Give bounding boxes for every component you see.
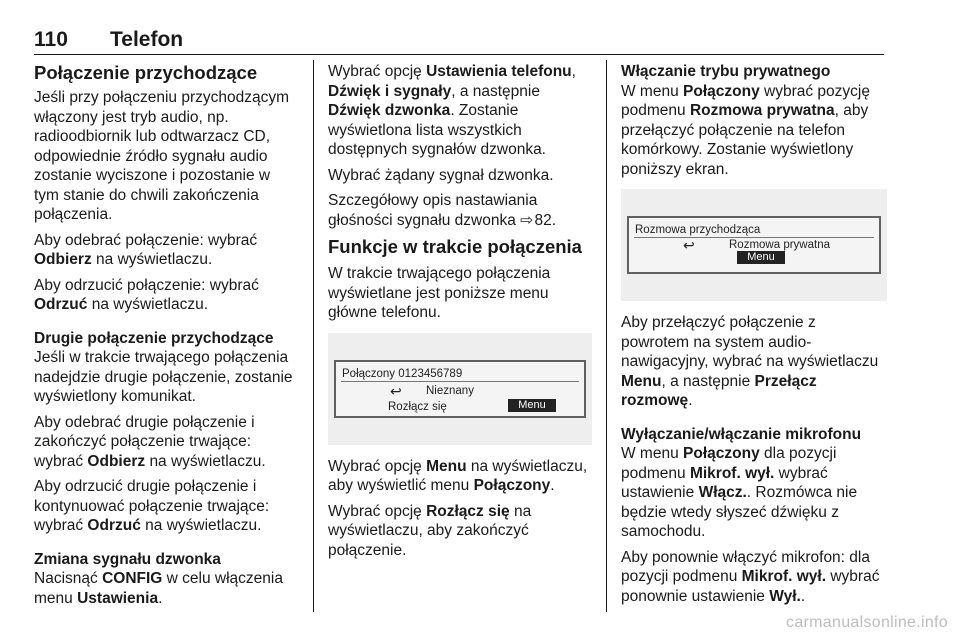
display-screenshot-incoming bbox=[621, 189, 887, 301]
paragraph: Aby odrzucić połączenie: wybrać Odrzuć na wyświetlaczu. bbox=[34, 276, 259, 313]
paragraph: Nacisnąć CONFIG w celu włączenia menu Ustawienia. bbox=[34, 570, 283, 607]
paragraph: Aby przełączyć połączenie z powrotem na system audio-nawigacyjny, wybrać na wyświetlaczu Menu, a następnie Przełącz rozmowę. bbox=[621, 314, 879, 409]
paragraph: Aby odrzucić drugie połączenie i kontynuować połączenie trwające: wybrać Odrzuć na wyświetlaczu. bbox=[34, 478, 270, 534]
subsection-title: Drugie połączenie przychodzące bbox=[34, 329, 274, 347]
screen-option-unknown: Nieznany bbox=[426, 384, 474, 397]
display-screen bbox=[627, 216, 881, 274]
page-section-title: Telefon bbox=[110, 28, 184, 51]
paragraph: W menu Połączony wybrać pozycję podmenu Rozmowa prywatna, aby przełączyć połączenie na telefon komórkowy. Zostanie wyświetlony poniższy ekran. bbox=[621, 82, 870, 178]
subsection-title: Włączanie trybu prywatnego bbox=[621, 63, 831, 80]
return-arrow-icon: ↩ bbox=[390, 382, 402, 399]
page-number: 110 bbox=[34, 28, 68, 51]
paragraph: Aby ponownie włączyć mikrofon: dla pozycji podmenu Mikrof. wył. wybrać ponownie ustawienie Wył.. bbox=[621, 548, 880, 605]
paragraph: W trakcie trwającego połączenia wyświetlane jest poniższe menu główne telefonu. bbox=[328, 265, 551, 321]
subsection-title: Wyłączanie/włączanie mikrofonu bbox=[621, 425, 862, 443]
paragraph: Wybrać opcję Rozłącz się na wyświetlaczu, aby zakończyć połączenie. bbox=[328, 502, 532, 559]
column-3 bbox=[621, 62, 887, 612]
page-reference-icon: ⇨ bbox=[520, 211, 534, 229]
watermark: carmanualsonline.info bbox=[786, 614, 948, 631]
screen-title: Połączony 0123456789 bbox=[342, 367, 463, 380]
paragraph: Jeśli przy połączeniu przychodzącym włączony jest tryb audio, np. radioodbiornik lub odtwarzacz CD, odpowiednie źródło sygnału audio zostanie wyciszone i pozostanie w tym stanie do chwili zakończenia połączenia. bbox=[34, 89, 289, 223]
page-header bbox=[34, 28, 884, 54]
paragraph: Szczegółowy opis nastawiania głośności sygnału dzwonka ⇨ 82. bbox=[328, 192, 557, 229]
header-divider bbox=[34, 54, 884, 55]
screen-menu-button: Menu bbox=[737, 251, 785, 264]
paragraph: Wybrać opcję Ustawienia telefonu, Dźwięk i sygnały, a następnie Dźwięk dzwonka. Zostanie wyświetlona lista wszystkich dostępnych sygnałów dzwonka. bbox=[328, 63, 576, 158]
column-divider bbox=[606, 60, 607, 612]
paragraph: Jeśli w trakcie trwającego połączenia nadejdzie drugie połączenie, zostanie wyświetlony komunikat. bbox=[34, 349, 293, 405]
section-title: Funkcje w trakcie połączenia bbox=[328, 236, 582, 257]
screen-option-hang-up: Rozłącz się bbox=[388, 400, 447, 413]
column-1 bbox=[34, 62, 296, 614]
paragraph: Aby odebrać drugie połączenie i zakończyć połączenie trwające: wybrać Odbierz na wyświetlaczu. bbox=[34, 413, 266, 470]
display-screenshot-connected bbox=[328, 333, 592, 445]
section-title: Połączenie przychodzące bbox=[34, 62, 258, 83]
paragraph: W menu Połączony dla pozycji podmenu Mikrof. wył. wybrać ustawienie Włącz.. Rozmówca nie będzie wtedy słyszeć dźwięku z samochodu. bbox=[621, 445, 858, 540]
screen-option-private-call: Rozmowa prywatna bbox=[729, 239, 830, 251]
column-2 bbox=[328, 62, 592, 566]
display-screen bbox=[334, 360, 586, 418]
column-divider bbox=[313, 60, 314, 612]
screen-menu-button: Menu bbox=[508, 399, 556, 412]
return-arrow-icon: ↩ bbox=[683, 237, 695, 253]
subsection-title: Zmiana sygnału dzwonka bbox=[34, 550, 221, 568]
paragraph: Aby odebrać połączenie: wybrać Odbierz na wyświetlaczu. bbox=[34, 231, 258, 268]
paragraph: Wybrać opcję Menu na wyświetlaczu, aby wyświetlić menu Połączony. bbox=[328, 457, 588, 494]
screen-title: Rozmowa przychodząca bbox=[635, 224, 761, 236]
paragraph: Wybrać żądany sygnał dzwonka. bbox=[328, 166, 554, 184]
